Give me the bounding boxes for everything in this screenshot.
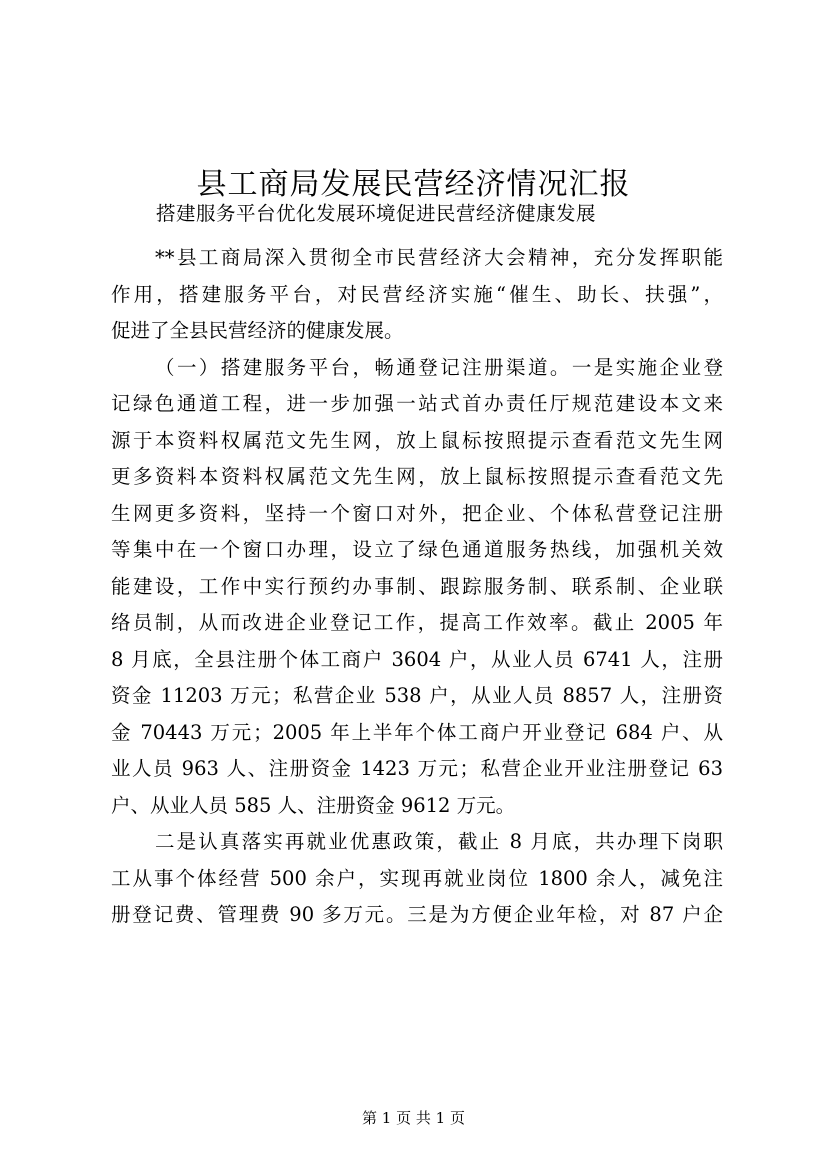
text-line: 户、从业人员 585 人、注册资金 9612 万元。 — [111, 793, 516, 817]
text-line: 业人员 963 人、注册资金 1423 万元；私营企业开业注册登记 63 — [111, 757, 723, 780]
text-line: 生网更多资料，坚持一个窗口对外，把企业、个体私营登记注册 — [111, 501, 723, 525]
text-line: 络员制，从而改进企业登记工作，提高工作效率。截止 2005 年 — [111, 611, 723, 634]
document-title: 县工商局发展民营经济情况汇报 — [196, 167, 631, 203]
document-body — [111, 240, 723, 934]
page-footer: 第 1 页 共 1 页 — [362, 1109, 465, 1127]
document-subtitle: 搭建服务平台优化发展环境促进民营经济健康发展 — [156, 202, 597, 225]
text-line: 源于本资料权属范文先生网，放上鼠标按照提示查看范文先生网 — [111, 428, 723, 452]
text-line: 更多资料本资料权属范文先生网，放上鼠标按照提示查看范文先 — [111, 465, 723, 488]
text-line: 工从事个体经营 500 余户，实现再就业岗位 1800 余人，减免注 — [111, 866, 723, 890]
paragraph — [111, 350, 723, 825]
text-line: **县工商局深入贯彻全市民营经济大会精神，充分发挥职能 — [155, 246, 723, 269]
text-line: 促进了全县民营经济的健康发展。 — [111, 319, 404, 342]
text-line: 8 月底，全县注册个体工商户 3604 户，从业人员 6741 人，注册 — [111, 647, 723, 671]
text-line: 等集中在一个窗口办理，设立了绿色通道服务热线，加强机关效 — [111, 538, 723, 561]
text-line: 作用，搭建服务平台，对民营经济实施“催生、助长、扶强”， — [111, 282, 723, 306]
text-line: 二是认真落实再就业优惠政策，截止 8 月底，共办理下岗职 — [155, 830, 723, 853]
text-line: 金 70443 万元；2005 年上半年个体工商户开业登记 684 户、从 — [111, 720, 723, 744]
paragraph — [111, 240, 723, 350]
text-line: （一）搭建服务平台，畅通登记注册渠道。一是实施企业登 — [155, 355, 723, 379]
paragraph — [111, 824, 723, 934]
text-line: 能建设，工作中实行预约办事制、跟踪服务制、联系制、企业联 — [111, 574, 723, 598]
text-line: 资金 11203 万元；私营企业 538 户，从业人员 8857 人，注册资 — [111, 684, 723, 707]
text-line: 册登记费、管理费 90 多万元。三是为方便企业年检，对 87 户企 — [111, 903, 723, 926]
text-line: 记绿色通道工程，进一步加强一站式首办责任厅规范建设本文来 — [111, 392, 723, 415]
